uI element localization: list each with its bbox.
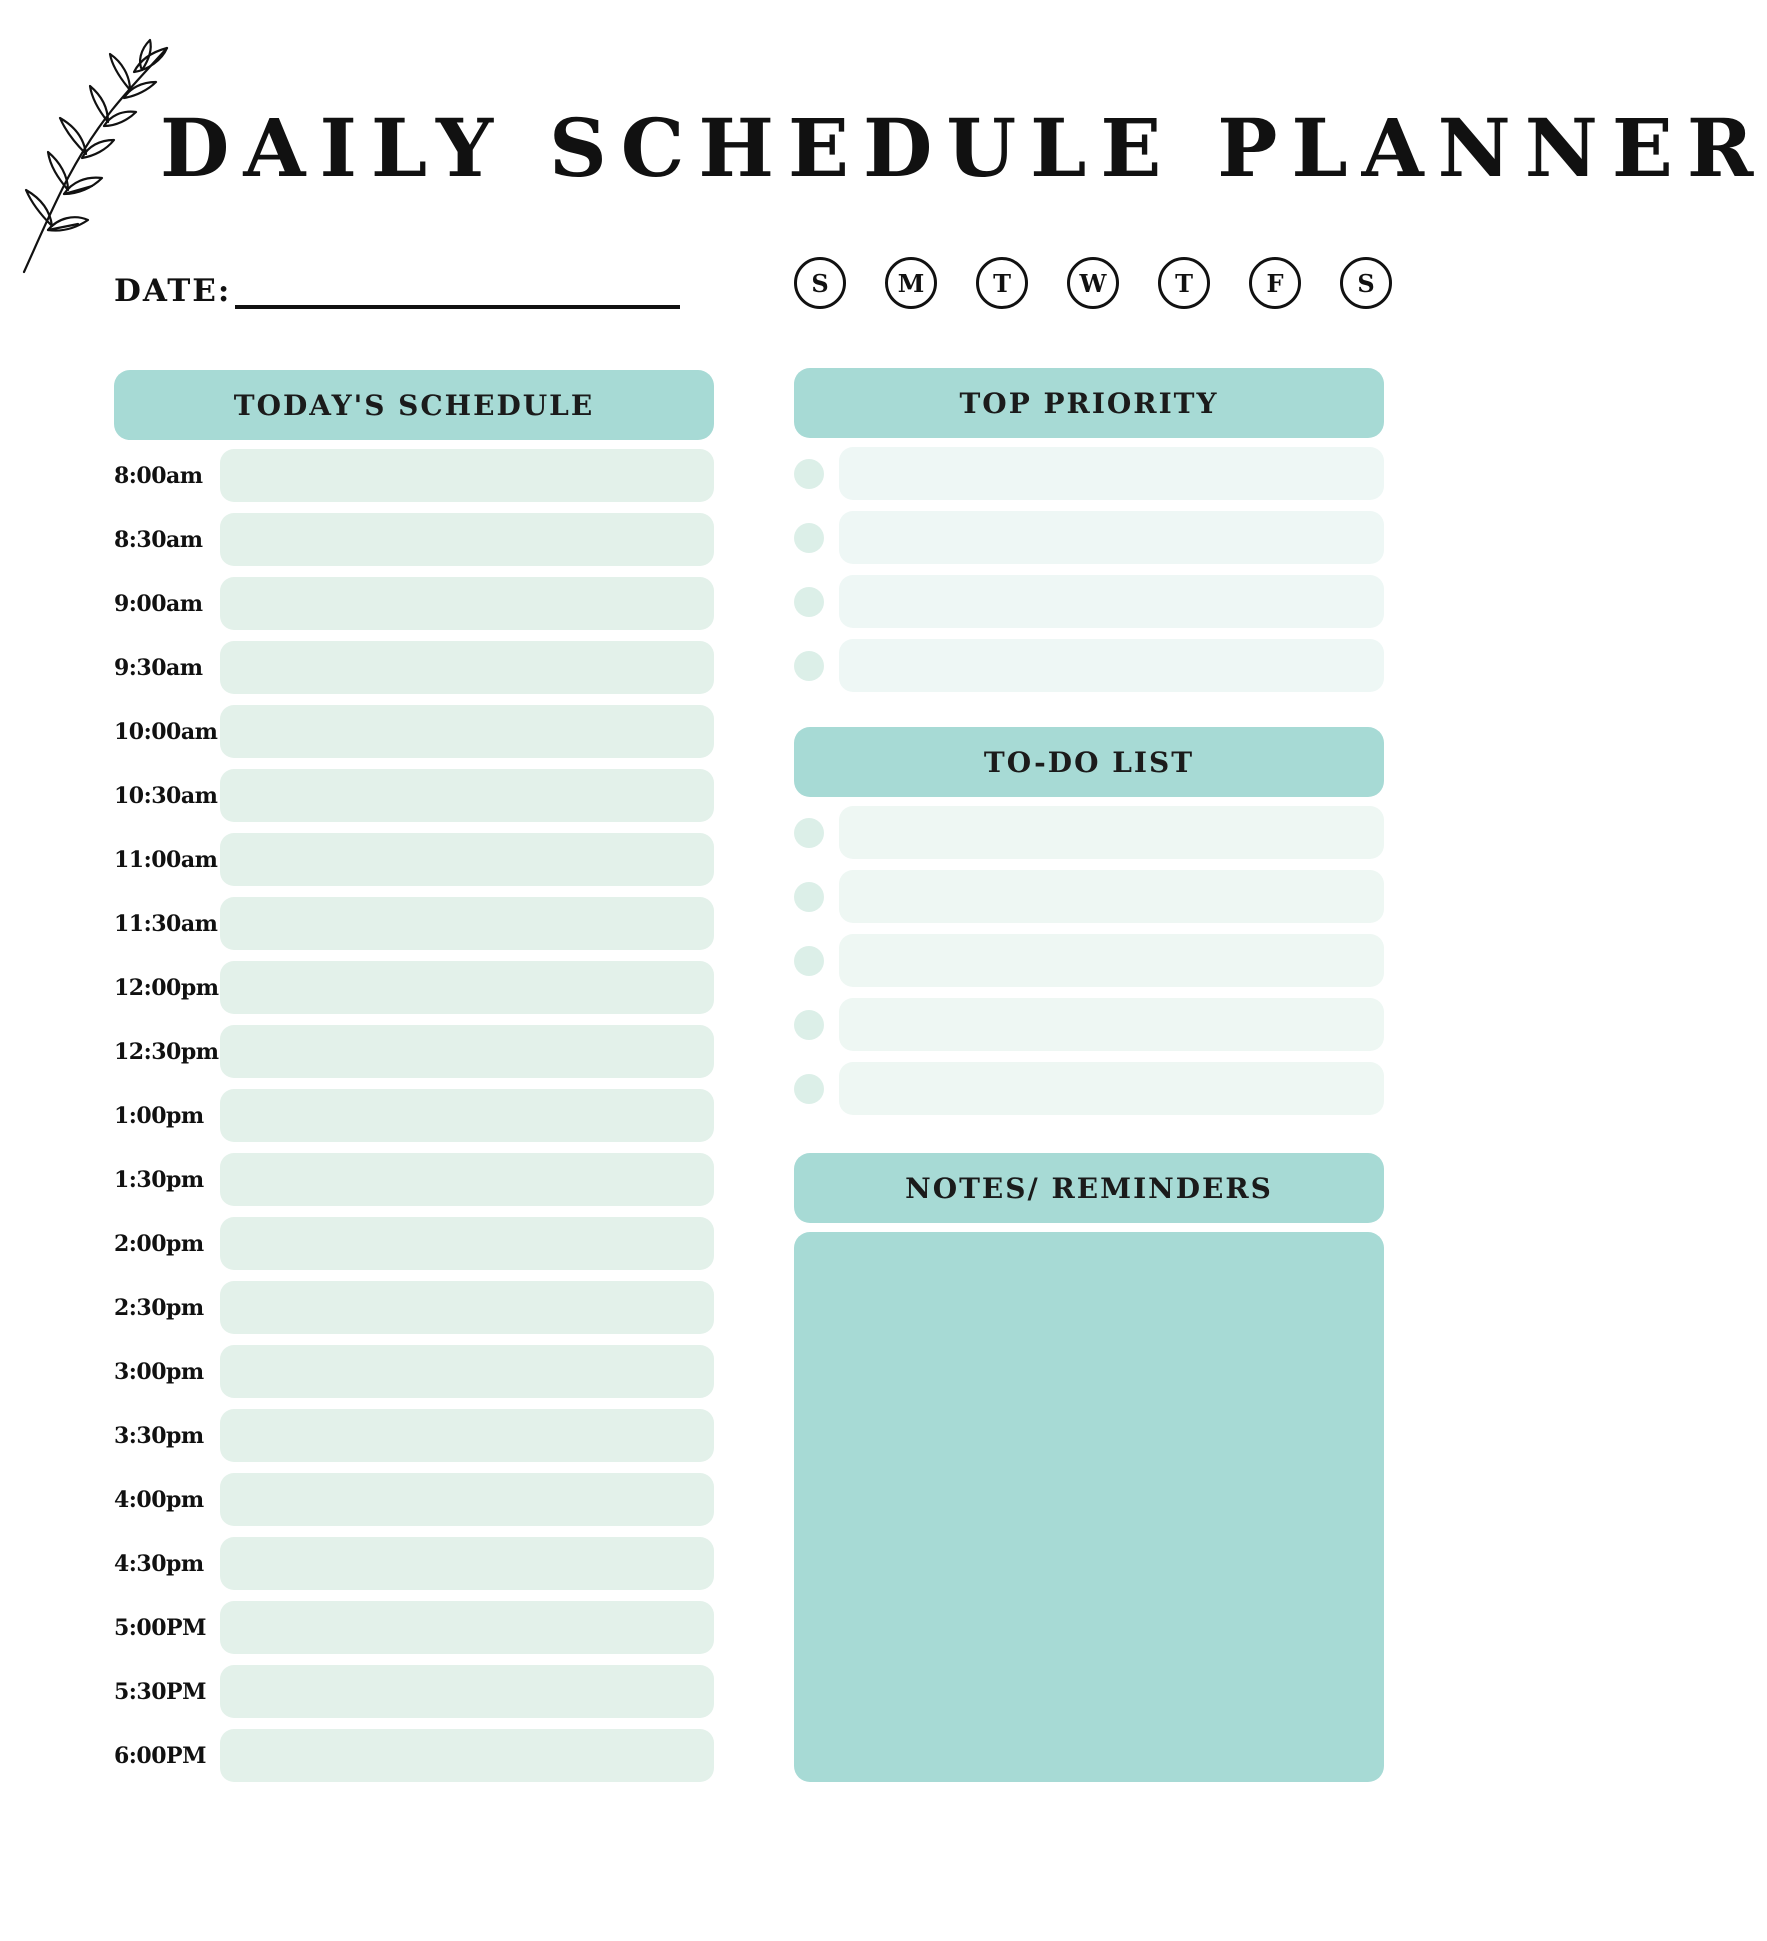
schedule-row xyxy=(114,769,714,822)
notes-header: NOTES/ REMINDERS xyxy=(794,1153,1384,1223)
todo-item xyxy=(794,870,1384,923)
checkbox-dot[interactable] xyxy=(794,651,824,681)
schedule-slot[interactable] xyxy=(220,833,714,886)
time-label: 2:00pm xyxy=(114,1230,204,1257)
schedule-slot[interactable] xyxy=(220,1537,714,1590)
time-label: 9:00am xyxy=(114,590,203,617)
schedule-slot[interactable] xyxy=(220,1409,714,1462)
todo-item xyxy=(794,1062,1384,1115)
time-label: 8:00am xyxy=(114,462,203,489)
top-priority-header: TOP PRIORITY xyxy=(794,368,1384,438)
schedule-row xyxy=(114,897,714,950)
schedule-slot[interactable] xyxy=(220,449,714,502)
checkbox-dot[interactable] xyxy=(794,946,824,976)
time-label: 4:00pm xyxy=(114,1486,204,1513)
time-label: 3:00pm xyxy=(114,1358,204,1385)
time-label: 12:30pm xyxy=(114,1038,219,1065)
todo-line[interactable] xyxy=(839,1062,1384,1115)
schedule-slot[interactable] xyxy=(220,641,714,694)
date-input-line[interactable] xyxy=(235,305,680,309)
checkbox-dot[interactable] xyxy=(794,587,824,617)
todo-list xyxy=(794,806,1384,1115)
schedule-row xyxy=(114,1409,714,1462)
right-column xyxy=(794,368,1384,1782)
time-label: 2:30pm xyxy=(114,1294,204,1321)
schedule-slot[interactable] xyxy=(220,1473,714,1526)
checkbox-dot[interactable] xyxy=(794,882,824,912)
schedule-row xyxy=(114,961,714,1014)
page-title: DAILY SCHEDULE PLANNER xyxy=(160,101,1767,195)
schedule-slot[interactable] xyxy=(220,577,714,630)
checkbox-dot[interactable] xyxy=(794,459,824,489)
schedule-row xyxy=(114,833,714,886)
date-label: DATE: xyxy=(114,273,232,309)
schedule-row xyxy=(114,1089,714,1142)
time-label: 11:30am xyxy=(114,910,218,937)
schedule-row xyxy=(114,705,714,758)
schedule-slot[interactable] xyxy=(220,961,714,1014)
todo-line[interactable] xyxy=(839,870,1384,923)
schedule-row xyxy=(114,513,714,566)
schedule-slot[interactable] xyxy=(220,705,714,758)
todo-line[interactable] xyxy=(839,806,1384,859)
time-label: 4:30pm xyxy=(114,1550,204,1577)
checkbox-dot[interactable] xyxy=(794,1010,824,1040)
day-circle-friday[interactable]: F xyxy=(1249,257,1301,309)
todo-item xyxy=(794,934,1384,987)
checkbox-dot[interactable] xyxy=(794,818,824,848)
todo-line[interactable] xyxy=(839,998,1384,1051)
schedule-header: TODAY'S SCHEDULE xyxy=(114,370,714,440)
schedule-row xyxy=(114,577,714,630)
schedule-row xyxy=(114,1217,714,1270)
day-circle-wednesday[interactable]: W xyxy=(1067,257,1119,309)
schedule-slot[interactable] xyxy=(220,1025,714,1078)
priority-item xyxy=(794,511,1384,564)
schedule-slot[interactable] xyxy=(220,897,714,950)
schedule-slot[interactable] xyxy=(220,1281,714,1334)
schedule-slot[interactable] xyxy=(220,1665,714,1718)
notes-area[interactable] xyxy=(794,1232,1384,1782)
schedule-slot[interactable] xyxy=(220,1601,714,1654)
time-label: 10:30am xyxy=(114,782,218,809)
priority-line[interactable] xyxy=(839,575,1384,628)
time-label: 6:00PM xyxy=(114,1742,206,1769)
day-circle-thursday[interactable]: T xyxy=(1158,257,1210,309)
schedule-slot[interactable] xyxy=(220,1345,714,1398)
schedule-row xyxy=(114,1537,714,1590)
schedule-slot[interactable] xyxy=(220,769,714,822)
weekday-selector xyxy=(794,257,1392,309)
schedule-row xyxy=(114,1729,714,1782)
schedule-rows xyxy=(114,449,714,1782)
schedule-row xyxy=(114,1281,714,1334)
schedule-row xyxy=(114,641,714,694)
schedule-slot[interactable] xyxy=(220,513,714,566)
day-circle-sunday[interactable]: S xyxy=(794,257,846,309)
time-label: 5:30PM xyxy=(114,1678,206,1705)
schedule-row xyxy=(114,1473,714,1526)
day-circle-tuesday[interactable]: T xyxy=(976,257,1028,309)
checkbox-dot[interactable] xyxy=(794,523,824,553)
todo-item xyxy=(794,806,1384,859)
priority-item xyxy=(794,639,1384,692)
schedule-slot[interactable] xyxy=(220,1153,714,1206)
time-label: 5:00PM xyxy=(114,1614,206,1641)
priority-item xyxy=(794,575,1384,628)
day-circle-monday[interactable]: M xyxy=(885,257,937,309)
schedule-slot[interactable] xyxy=(220,1729,714,1782)
day-circle-saturday[interactable]: S xyxy=(1340,257,1392,309)
priority-line[interactable] xyxy=(839,447,1384,500)
schedule-row xyxy=(114,1025,714,1078)
schedule-section xyxy=(114,370,714,1782)
todo-header: TO-DO LIST xyxy=(794,727,1384,797)
schedule-slot[interactable] xyxy=(220,1089,714,1142)
schedule-slot[interactable] xyxy=(220,1217,714,1270)
time-label: 11:00am xyxy=(114,846,218,873)
time-label: 3:30pm xyxy=(114,1422,204,1449)
schedule-row xyxy=(114,1153,714,1206)
priority-line[interactable] xyxy=(839,511,1384,564)
time-label: 1:30pm xyxy=(114,1166,204,1193)
schedule-row xyxy=(114,1665,714,1718)
time-label: 12:00pm xyxy=(114,974,219,1001)
priority-line[interactable] xyxy=(839,639,1384,692)
time-label: 10:00am xyxy=(114,718,218,745)
todo-item xyxy=(794,998,1384,1051)
priority-item xyxy=(794,447,1384,500)
time-label: 8:30am xyxy=(114,526,203,553)
schedule-row xyxy=(114,449,714,502)
checkbox-dot[interactable] xyxy=(794,1074,824,1104)
schedule-row xyxy=(114,1345,714,1398)
time-label: 9:30am xyxy=(114,654,203,681)
time-label: 1:00pm xyxy=(114,1102,204,1129)
leaf-branch-icon xyxy=(12,40,182,275)
todo-line[interactable] xyxy=(839,934,1384,987)
schedule-row xyxy=(114,1601,714,1654)
top-priority-list xyxy=(794,447,1384,692)
